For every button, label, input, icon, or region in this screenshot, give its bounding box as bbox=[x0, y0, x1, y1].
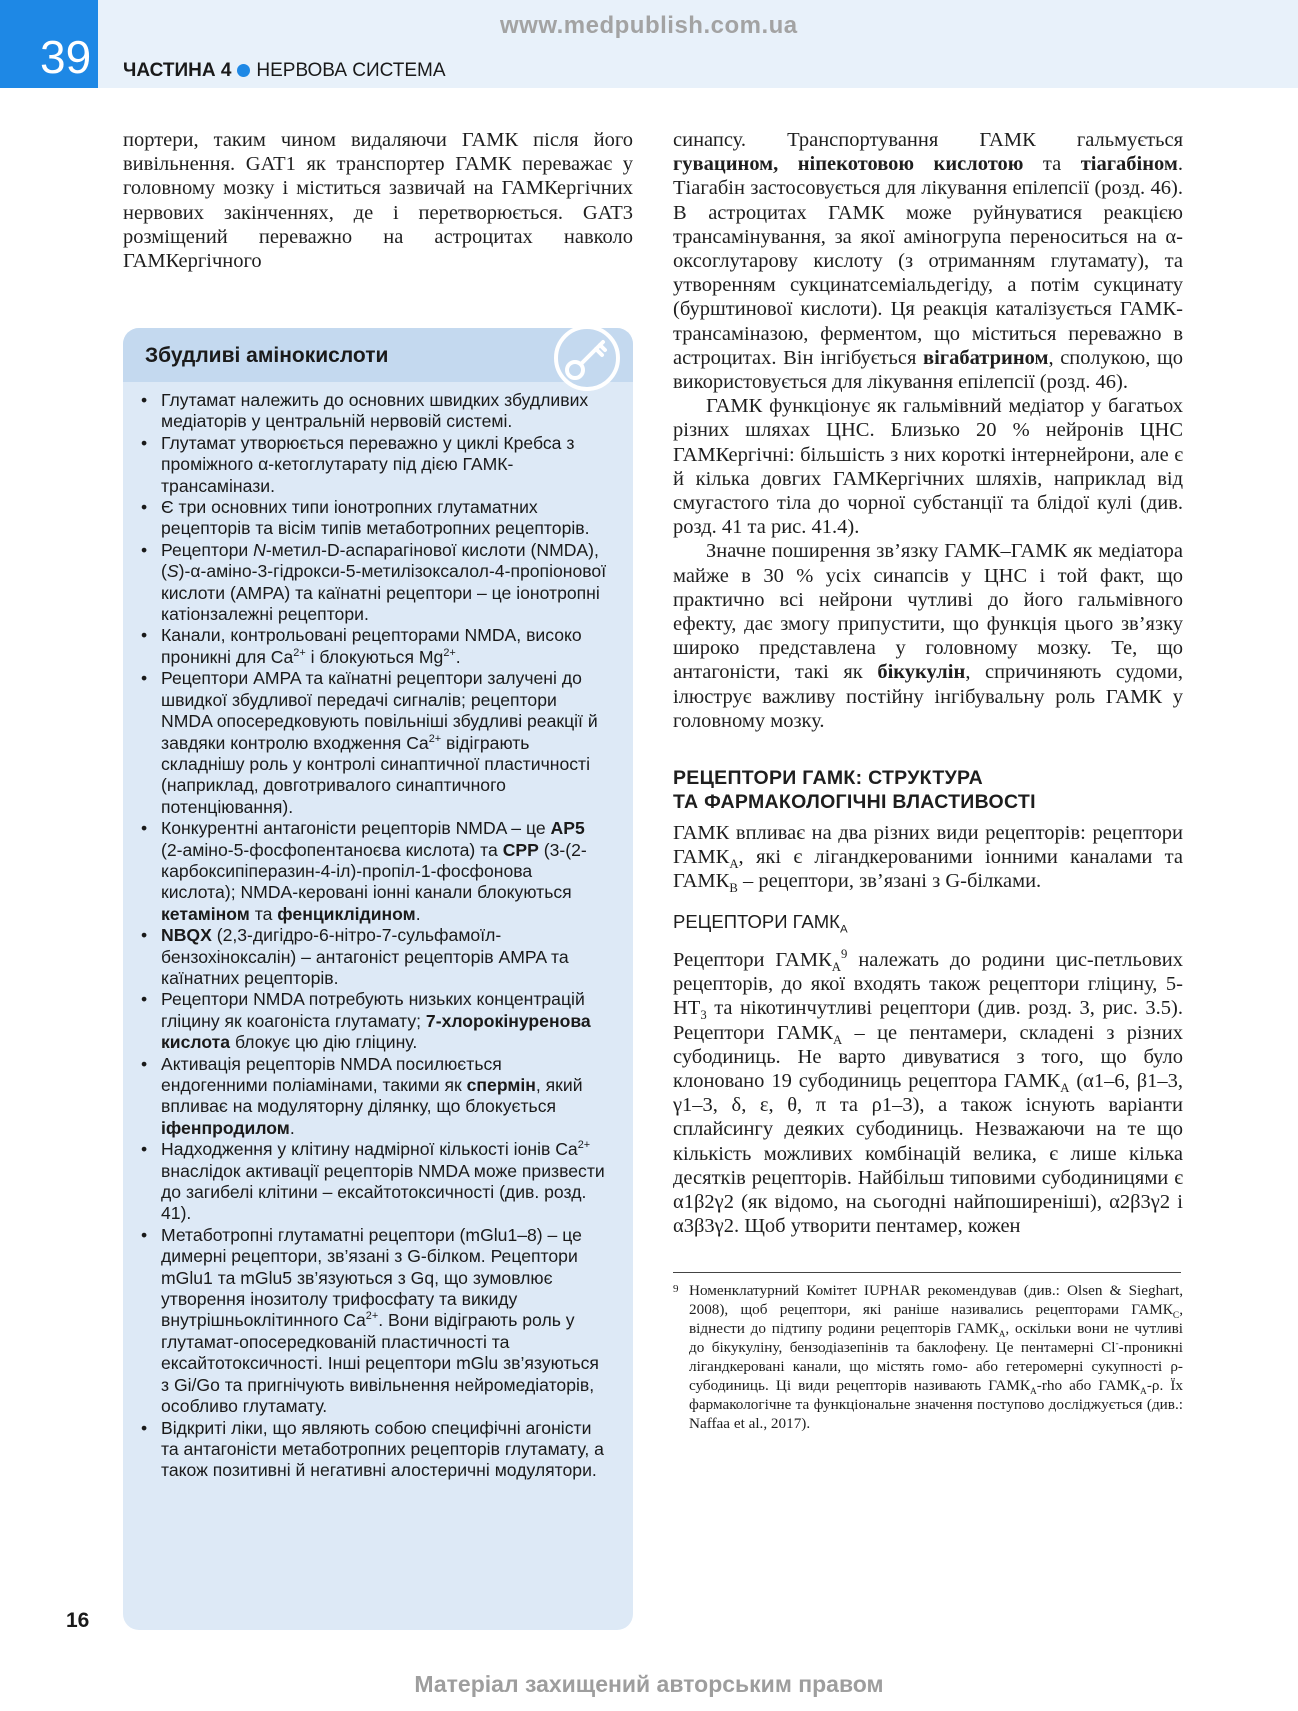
paragraph: синапсу. Транспортування ГАМК гальмується гувацином, ніпекотовою кислотою та тіагабіном. Тіагабін застосовується для лікування епілепсії (розд. 46). В астроцитах ГАМК може руйнуватися реакцією трансамінування, за якої аміногрупа переноситься на α-оксоглутарову кислоту (з отриманням глутамату), та утворенням сукцинатсеміальдегіду, а потім сукцинату (бурштинової кислоти). Ця реакція каталізується ГАМК-трансаміназою, ферментом, що міститься переважно в астроцитах. Він інгібується вігабатрином, сполукою, що використовується для лікування епілепсії (розд. 46). bbox=[673, 129, 1183, 394]
list-item: • Рецептори N-метил-D-аспарагінової кислоти (NMDA), (S)-α-аміно-3-гідрокси-5-метилізоксалол-4-пропіонової кислоти (AMPA) та каїнатні рецептори – це іонотропні катіонзалежні рецептори. bbox=[139, 540, 609, 626]
list-item: • Активація рецепторів NMDA посилюється ендогенними поліамінами, такими як спермін, який впливає на модуляторну ділянку, що блокується іфенпродилом. bbox=[139, 1054, 609, 1140]
list-item: • Є три основних типи іонотропних глутаматних рецепторів та вісім типів метаботропних рецепторів. bbox=[139, 497, 609, 540]
part-title: НЕРВОВА СИСТЕМА bbox=[256, 60, 446, 81]
list-item: • Рецептори AMPA та каїнатні рецептори залучені до швидкої збудливої передачі сигналів; рецептори NMDA опосередковують повільніші збудливі реакції й завдяки контролю входження $Ca^{2+}$ відіграють складнішу роль у контролі синаптичної пластичності (наприклад, довготривалого синаптичного потенціювання). bbox=[139, 668, 609, 818]
chapter-number-badge bbox=[0, 0, 98, 88]
list-item: • Надходження у клітину надмірної кількості іонів $Ca^{2+}$ внаслідок активації рецепторів NMDA може призвести до загибелі клітини – ексайтотоксичності (див. розд. 41). bbox=[139, 1139, 609, 1225]
list-item: • Метаботропні глутаматні рецептори (mGlu1–8) – це димерні рецептори, зв’язані з G-білком. Рецептори mGlu1 та mGlu5 зв’язуються з Gq, що зумовлює утворення інозитолу трифосфату та викиду внутрішньоклітинного $Ca^{2+}$. Вони відіграють роль у глутамат-опосередкованій пластичності та ексайтотоксичності. Інші рецептори mGlu зв’язуються з Gi/Go та пригнічують вивільнення нейромедіаторів, особливо глутамату. bbox=[139, 1225, 609, 1418]
box-title: Збудливі амінокислоти bbox=[145, 344, 389, 367]
list-item: • Конкурентні антагоністи рецепторів NMDA – це AP5 (2-аміно-5-фосфопентаноєва кислота) та CPP (3-(2-карбоксипіперазин-4-іл)-пропіл-1-фосфонова кислота); NMDA-керовані іонні канали блокуються кетаміном та фенциклідином. bbox=[139, 818, 609, 925]
list-item: • Канали, контрольовані рецепторами NMDA, високо проникні для $Ca^{2+}$ і блокуються $Mg^{2+}$. bbox=[139, 625, 609, 668]
paragraph: ГАМК впливає на два різних види рецепторів: рецептори $ГАМК_А$, які є лігандкерованими іонними каналами та $ГАМК_В$ – рецептори, зв’язані з G-білками. bbox=[673, 822, 1183, 896]
running-head bbox=[123, 60, 446, 82]
paragraph: Рецептори $ГАМК_А^9$ належать до родини цис-петльових рецепторів, до якої входять також рецептори гліцину, $5-HT_3$ та нікотинчутливі рецептори (див. розд. 3, рис. 3.5). Рецептори $ГАМК_А$ – це пентамери, складені з різних субодиниць. Не варто дивуватися з того, що було клоновано 19 субодиниць рецептора $ГАМК_А$ (α1–6, β1–3, γ1–3, δ, ε, θ, π та ρ1–3), а також існують варіанти сплайсингу деяких субодиниць. Незважаючи на те що кількість можливих комбінацій велика, є лише кілька десятків рецепторів. Найбільш типовими субодиницями є α1β2γ2 (як відомо, на сьогодні найпоширеніші), α2β3γ2 і α3β3γ2. Щоб утворити пентамер, кожен bbox=[673, 947, 1184, 1238]
website-watermark: www.medpublish.com.ua bbox=[500, 12, 798, 39]
left-column bbox=[123, 128, 633, 273]
box-bullet-list bbox=[139, 390, 609, 1482]
list-item: • Глутамат утворюється переважно у циклі Кребса з проміжного α-кетоглутарату під дією ГАМК-трансамінази. bbox=[139, 433, 609, 497]
bullet-dot-icon bbox=[237, 64, 250, 77]
intro-paragraph: портери, таким чином видаляючи ГАМК після його вивільнення. GAT1 як транспортер ГАМК переважає у головному мозку і міститься зазвичай на ГАМКергічних нервових закінченнях, де і перетворюється. GAT3 розміщений переважно на астроцитах навколо ГАМКергічного bbox=[123, 129, 633, 273]
section-heading: РЕЦЕПТОРИ ГАМК: СТРУКТУРА ТА ФАРМАКОЛОГІЧНІ ВЛАСТИВОСТІ bbox=[673, 767, 1036, 814]
list-item: • NBQX (2,3-дигідро-6-нітро-7-сульфамоїл-бензохіноксалін) – антагоніст рецепторів AMPA та каїнатних рецепторів. bbox=[139, 925, 609, 989]
page-number: 16 bbox=[66, 1609, 90, 1632]
list-item: • Глутамат належить до основних швидких збудливих медіаторів у центральній нервовій системі. bbox=[139, 390, 609, 433]
copyright-notice: Матеріал захищений авторським правом bbox=[414, 1671, 884, 1697]
key-icon bbox=[553, 324, 621, 392]
list-item: • Відкриті ліки, що являють собою специфічні агоністи та антагоністи метаботропних рецепторів глутамату, а також позитивні й негативні алостеричні модулятори. bbox=[139, 1418, 609, 1482]
chapter-number: 39 bbox=[40, 31, 92, 83]
list-item: • Рецептори NMDA потребують низьких концентрацій гліцину як коагоніста глутамату; 7-хлорокінуренова кислота блокує цю дію гліцину. bbox=[139, 989, 609, 1053]
footnote-rule bbox=[673, 1272, 1181, 1273]
excitatory-amino-acids-box bbox=[123, 328, 633, 1630]
subsection-heading: РЕЦЕПТОРИ $ГАМК_А$ bbox=[673, 910, 848, 936]
part-label: ЧАСТИНА 4 bbox=[123, 60, 232, 81]
right-column bbox=[673, 128, 1183, 1434]
paragraph: Значне поширення зв’язку ГАМК–ГАМК як медіатора майже в 30 % усіх синапсів у ЦНС і той факт, що практично всі нейрони чутливі до його гальмівного ефекту, дає змогу припустити, що функція цього зв’язку широко представлена у головному мозку. Те, що антагоністи, такі як бікукулін, спричиняють судоми, ілюструє важливу постійну інгібувальну роль ГАМК у головному мозку. bbox=[673, 540, 1183, 732]
footnote: 9 Номенклатурний Комітет IUPHAR рекомендував (див.: Olsen & Sieghart, 2008), щоб рецептори, які раніше називались рецепторами $ГАМК_С$, віднести до підтипу родини рецепторів $ГАМК_А$, оскільки вони не чутливі до бікукуліну, бензодіазепінів та баклофену. Це пентамерні Cl--проникні лігандкеровані канали, що містять гомо- або гетеромерні сукупності ρ-субодиниць. Ці види рецепторів називають $ГАМК_А$-rho або $ГАМК_А-\rho$. Їх фармакологічне та функціональне значення поступово досліджується (див.: Naffaa et al., 2017). bbox=[673, 1282, 1184, 1432]
paragraph: ГАМК функціонує як гальмівний медіатор у багатьох різних шляхах ЦНС. Близько 20 % нейронів ЦНС ГАМКергічні: більшість з них короткі інтернейрони, але є й кілька довгих ГАМКергічних шляхів, наприклад від смугастого тіла до чорної субстанції та блідої кулі (див. розд. 41 та рис. 41.4). bbox=[673, 395, 1183, 539]
